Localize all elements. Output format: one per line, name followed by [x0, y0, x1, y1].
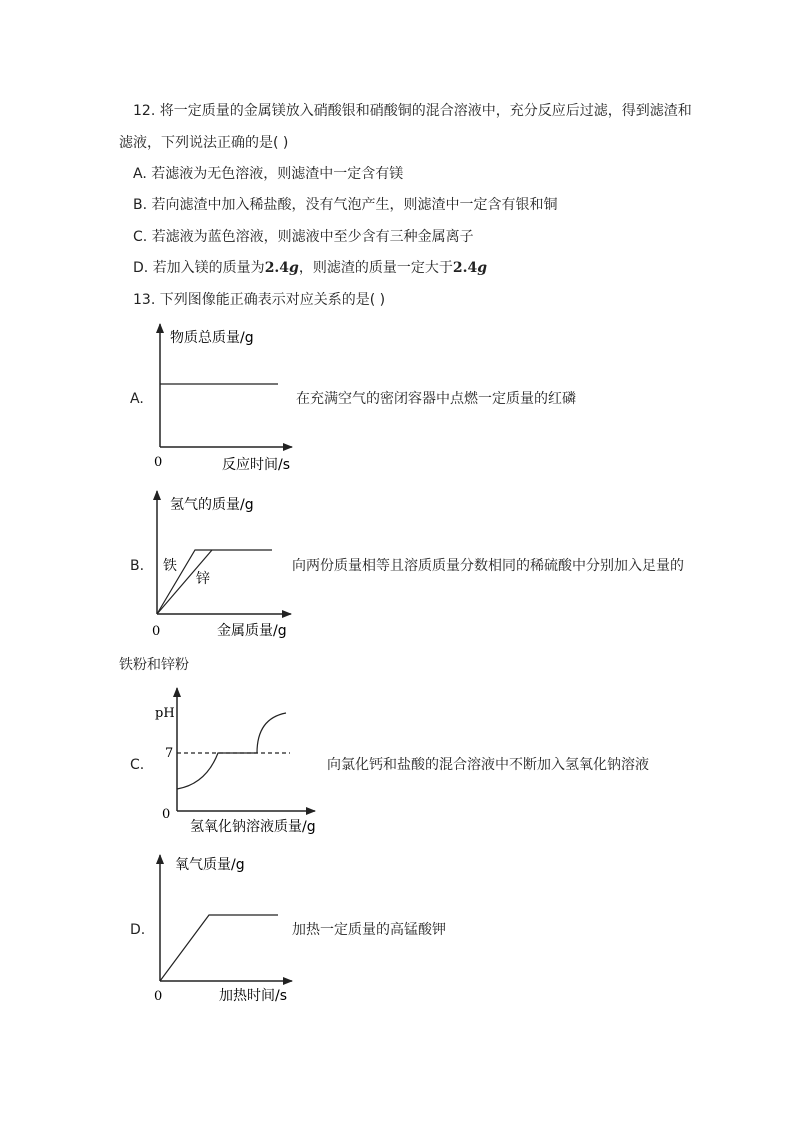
mass-value-1: 2.4 [264, 260, 290, 276]
q13-option-d-label: D. [130, 922, 146, 938]
q12-option-c [133, 227, 474, 247]
q12-option-a [133, 164, 403, 184]
option-text-a: 若加入镁的质量为 [152, 260, 265, 276]
q12-option-d [133, 258, 487, 278]
q13-stem: 13. 下列图像能正确表示对应关系的是( ) [133, 292, 386, 308]
oxygen-line [160, 915, 278, 981]
q13-option-b-desc: 向两份质量相等且溶质质量分数相同的稀硫酸中分别加入足量的 [292, 558, 684, 574]
q12-option-b [133, 195, 558, 215]
graph-a [145, 320, 305, 475]
option-label: C. [133, 229, 148, 245]
q13-option-b-label: B. [130, 558, 145, 574]
mass-value-2: 2.4 [452, 260, 478, 276]
option-text-b: ，则滤渣的质量一定大于 [298, 260, 453, 276]
option-label: D. [133, 260, 149, 276]
graph-d [145, 851, 305, 1006]
x-axis-label: 金属质量/g [217, 623, 287, 639]
mass-unit-2: g [477, 260, 487, 276]
q13-option-a-label: A. [130, 391, 144, 407]
ph-7-tick-label: 7 [165, 746, 174, 761]
zinc-label: 锌 [196, 571, 210, 587]
origin-label: 0 [154, 989, 163, 1004]
ph-curve [177, 713, 286, 789]
graph-b [145, 487, 305, 642]
q13-option-b-desc-cont: 铁粉和锌粉 [119, 657, 189, 673]
option-label: B. [133, 197, 148, 213]
q12-stem-line2: 滤液，下列说法正确的是( ) [119, 135, 289, 151]
y-axis-label: 氢气的质量/g [170, 497, 254, 513]
y-axis-label: 氧气质量/g [175, 857, 245, 873]
origin-label: 0 [152, 624, 161, 639]
q13-option-a-desc: 在充满空气的密闭容器中点燃一定质量的红磷 [296, 391, 576, 407]
y-axis-label: pH [155, 706, 175, 721]
x-axis-label: 反应时间/s [222, 457, 291, 473]
option-text: 若向滤渣中加入稀盐酸，没有气泡产生，则滤渣中一定含有银和铜 [151, 197, 558, 213]
x-axis-label: 加热时间/s [219, 988, 288, 1004]
q12-stem-line1: 12. 将一定质量的金属镁放入硝酸银和硝酸铜的混合溶液中，充分反应后过滤，得到滤渣和 [133, 103, 692, 119]
iron-label: 铁 [163, 558, 177, 574]
option-text: 若滤液为蓝色溶液，则滤液中至少含有三种金属离子 [151, 229, 474, 245]
mass-unit-1: g [289, 260, 299, 276]
origin-label: 0 [154, 455, 163, 470]
q13-option-c-label: C. [130, 757, 145, 773]
q13-option-d-desc: 加热一定质量的高锰酸钾 [292, 922, 446, 938]
origin-label: 0 [162, 807, 171, 822]
option-text: 若滤液为无色溶液，则滤渣中一定含有镁 [151, 166, 404, 182]
graph-c [150, 686, 335, 836]
option-label: A. [133, 166, 147, 182]
y-axis-label: 物质总质量/g [170, 330, 254, 346]
x-axis-label: 氢氧化钠溶液质量/g [190, 819, 316, 835]
q13-option-c-desc: 向氯化钙和盐酸的混合溶液中不断加入氢氧化钠溶液 [327, 757, 649, 773]
